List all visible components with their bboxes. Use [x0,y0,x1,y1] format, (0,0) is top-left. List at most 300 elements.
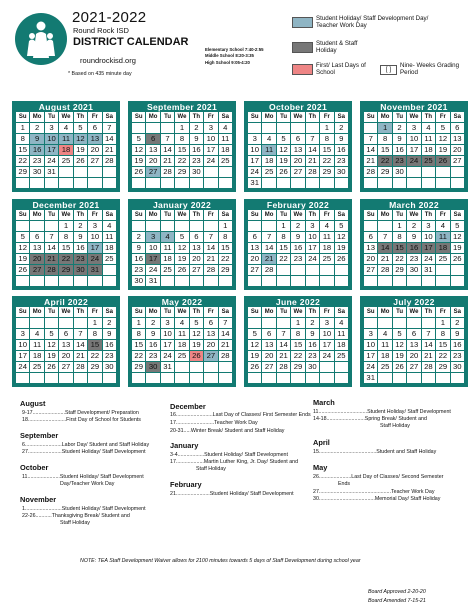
day-cell: 23 [407,254,420,264]
empty-day-cell [175,276,188,286]
day-cell: 22 [436,351,449,361]
empty-day-cell [161,373,174,383]
empty-day-cell [88,178,101,188]
weekday-header: Fr [436,307,449,317]
empty-day-cell [16,178,29,188]
day-cell: 13 [364,243,377,253]
day-cell: 18 [436,243,449,253]
month-calendar [244,199,352,290]
day-cell: 25 [422,156,435,166]
empty-day-cell [364,178,377,188]
empty-day-cell [45,276,58,286]
legend-first-last-swatch [292,64,313,75]
day-cell: 30 [306,362,319,372]
events-august-line: 9-17......................Staff Development/ Preparation [22,410,139,416]
empty-day-cell [378,276,391,286]
day-cell: 11 [378,340,391,350]
empty-day-cell [291,276,304,286]
weekday-header: Sa [451,112,464,122]
day-cell: 14 [262,243,275,253]
day-cell: 9 [132,243,145,253]
day-cell: 16 [393,145,406,155]
day-cell: 10 [306,232,319,242]
day-cell: 21 [422,351,435,361]
day-cell: 17 [407,145,420,155]
events-may-line: 27.................................................Teacher Work Day [313,489,435,495]
day-cell: 26 [277,167,290,177]
weekday-header: Tu [393,210,406,220]
day-cell: 12 [451,232,464,242]
day-cell: 14 [364,145,377,155]
day-cell: 1 [436,318,449,328]
day-cell: 30 [451,362,464,372]
day-cell: 1 [393,221,406,231]
day-cell: 29 [378,167,391,177]
day-cell: 17 [161,340,174,350]
events-october-line: 11......................Student Holiday/ Staff Development [22,474,144,480]
day-cell: 5 [451,221,464,231]
empty-day-cell [393,276,406,286]
weekday-header: Tu [161,112,174,122]
day-cell: 10 [204,134,217,144]
weekday-header: Tu [277,112,290,122]
empty-day-cell [436,276,449,286]
weekday-header: Sa [103,307,116,317]
day-cell: 12 [175,243,188,253]
day-cell: 25 [103,254,116,264]
empty-day-cell [262,123,275,133]
empty-day-cell [451,167,464,177]
day-cell: 25 [219,156,232,166]
events-april-line: 15.......................................Student and Staff Holiday [313,449,437,455]
day-cell: 31 [45,167,58,177]
day-cell: 16 [146,340,159,350]
month-calendar [12,296,120,387]
day-cell: 22 [59,254,72,264]
day-cell: 12 [74,134,87,144]
month-grid [248,307,348,383]
empty-day-cell [103,276,116,286]
events-march-line: Staff Holiday [380,423,410,429]
day-cell: 9 [291,232,304,242]
day-cell: 19 [190,340,203,350]
day-cell: 11 [436,232,449,242]
month-title: November 2021 [380,102,448,112]
empty-day-cell [306,265,319,275]
day-cell: 24 [45,156,58,166]
day-cell: 15 [291,340,304,350]
day-cell: 30 [146,362,159,372]
day-cell: 25 [378,362,391,372]
day-cell: 6 [30,232,43,242]
day-cell: 15 [378,145,391,155]
empty-day-cell [30,276,43,286]
empty-day-cell [190,362,203,372]
day-cell: 27 [451,156,464,166]
empty-day-cell [306,276,319,286]
month-calendar [360,296,468,387]
empty-day-cell [364,221,377,231]
events-august-title: August [20,399,46,408]
empty-day-cell [146,221,159,231]
day-cell: 8 [132,329,145,339]
day-cell: 10 [45,134,58,144]
empty-day-cell [262,178,275,188]
day-cell: 13 [204,329,217,339]
day-cell: 30 [407,265,420,275]
day-cell: 5 [277,134,290,144]
weekday-header: Su [364,307,377,317]
day-cell: 18 [161,254,174,264]
day-cell: 15 [277,243,290,253]
day-cell: 6 [59,329,72,339]
board-amended: Board Amended 7-15-21 [368,598,426,604]
day-cell: 18 [219,145,232,155]
day-cell: 14 [161,145,174,155]
empty-day-cell [262,221,275,231]
weekday-header: Fr [436,112,449,122]
day-cell: 23 [74,254,87,264]
day-cell: 23 [146,351,159,361]
day-cell: 21 [161,156,174,166]
day-cell: 26 [248,362,261,372]
day-cell: 27 [407,362,420,372]
day-cell: 7 [103,123,116,133]
empty-day-cell [175,362,188,372]
day-cell: 15 [16,145,29,155]
day-cell: 19 [248,351,261,361]
month-grid [364,112,464,188]
day-cell: 8 [393,232,406,242]
day-cell: 2 [291,221,304,231]
empty-day-cell [407,167,420,177]
events-january-line: 17...................Martin Luther King, Jr. Day/ Student and [170,459,299,465]
day-cell: 29 [436,362,449,372]
weekday-header: Su [248,307,261,317]
month-title: April 2022 [43,297,89,307]
day-cell: 19 [74,145,87,155]
empty-day-cell [277,373,290,383]
day-cell: 25 [175,351,188,361]
empty-day-cell [306,178,319,188]
events-january-line: Staff Holiday [196,466,226,472]
empty-day-cell [190,373,203,383]
day-cell: 28 [219,351,232,361]
day-cell: 22 [175,156,188,166]
weekday-header: We [59,307,72,317]
district-url[interactable]: roundrockisd.org [80,56,136,65]
day-cell: 24 [161,351,174,361]
weekday-header: Sa [219,307,232,317]
empty-day-cell [277,318,290,328]
day-cell: 27 [204,351,217,361]
weekday-header: Tu [393,307,406,317]
day-cell: 22 [320,156,333,166]
events-march-line: 11.................................Student Holiday/ Staff Development [313,409,451,415]
day-cell: 6 [364,232,377,242]
day-cell: 14 [204,243,217,253]
month-title: February 2022 [266,200,330,210]
day-cell: 7 [161,134,174,144]
day-cell: 12 [248,340,261,350]
day-cell: 20 [262,351,275,361]
day-cell: 2 [335,123,348,133]
weekday-header: Th [422,307,435,317]
day-cell: 14 [422,340,435,350]
empty-day-cell [393,178,406,188]
day-cell: 1 [277,221,290,231]
weekday-header: Fr [320,112,333,122]
weekday-header: Sa [103,210,116,220]
day-cell: 1 [320,123,333,133]
day-cell: 19 [45,351,58,361]
day-cell: 27 [30,265,43,275]
events-september-line: 6.........................Labor Day/ Student and Staff Holiday [22,442,150,448]
month-calendar [12,101,120,192]
day-cell: 21 [277,351,290,361]
calendar-year: 2021-2022 [72,9,147,26]
weekday-header: Th [74,307,87,317]
day-cell: 19 [393,351,406,361]
day-cell: 9 [306,329,319,339]
day-cell: 2 [451,318,464,328]
weekday-header: Mo [146,112,159,122]
day-cell: 30 [393,167,406,177]
day-cell: 28 [103,156,116,166]
month-calendar [360,199,468,290]
events-february-title: February [170,480,202,489]
day-cell: 13 [451,134,464,144]
day-cell: 23 [30,156,43,166]
weekday-header: Su [132,307,145,317]
weekday-header: Su [132,210,145,220]
empty-day-cell [132,178,145,188]
month-title: March 2022 [389,200,439,210]
empty-day-cell [59,318,72,328]
empty-day-cell [248,318,261,328]
empty-day-cell [378,373,391,383]
empty-day-cell [407,373,420,383]
empty-day-cell [364,276,377,286]
day-cell: 23 [306,351,319,361]
day-cell: 7 [422,329,435,339]
empty-day-cell [219,362,232,372]
day-cell: 17 [45,145,58,155]
day-cell: 26 [335,254,348,264]
day-cell: 9 [30,134,43,144]
events-september-title: September [20,431,59,440]
weekday-header: Su [16,210,29,220]
weekday-header: Mo [378,210,391,220]
day-cell: 14 [74,340,87,350]
weekday-header: We [407,112,420,122]
empty-day-cell [320,178,333,188]
month-calendar [128,101,236,192]
empty-day-cell [436,265,449,275]
weekday-header: Sa [103,112,116,122]
weekday-header: Tu [161,210,174,220]
school-times [205,47,264,66]
day-cell: 2 [103,318,116,328]
day-cell: 27 [190,265,203,275]
day-cell: 5 [175,232,188,242]
day-cell: 21 [219,340,232,350]
day-cell: 10 [146,243,159,253]
board-approved: Board Approved 2-20-20 [368,589,426,595]
day-cell: 26 [393,362,406,372]
day-cell: 23 [190,156,203,166]
day-cell: 22 [291,351,304,361]
empty-day-cell [103,167,116,177]
day-cell: 20 [59,351,72,361]
school-time-elementary: Elementary School 7:40-2:55 [205,47,264,52]
day-cell: 20 [407,351,420,361]
month-title: October 2021 [268,102,328,112]
day-cell: 27 [262,362,275,372]
day-cell: 18 [378,351,391,361]
day-cell: 20 [291,156,304,166]
weekday-header: Th [306,210,319,220]
day-cell: 26 [175,265,188,275]
day-cell: 15 [320,145,333,155]
day-cell: 15 [175,145,188,155]
events-april-title: April [313,438,330,447]
empty-day-cell [291,265,304,275]
weekday-header: Tu [393,112,406,122]
weekday-header: Tu [277,210,290,220]
empty-day-cell [422,167,435,177]
weekday-header: Fr [320,307,333,317]
day-cell: 18 [320,243,333,253]
day-cell: 26 [74,156,87,166]
day-cell: 18 [59,145,72,155]
day-cell: 18 [30,351,43,361]
day-cell: 28 [74,362,87,372]
day-cell: 21 [378,254,391,264]
empty-day-cell [190,276,203,286]
day-cell: 23 [103,351,116,361]
month-grid [132,307,232,383]
day-cell: 26 [451,254,464,264]
empty-day-cell [335,276,348,286]
day-cell: 27 [88,156,101,166]
empty-day-cell [16,318,29,328]
day-cell: 4 [378,329,391,339]
day-cell: 12 [132,145,145,155]
day-cell: 16 [132,254,145,264]
day-cell: 3 [320,318,333,328]
day-cell: 12 [277,145,290,155]
events-march-line: 14-18..........................Spring Break/ Student and [313,416,427,422]
month-grid [248,210,348,286]
day-cell: 24 [248,167,261,177]
day-cell: 16 [407,243,420,253]
weekday-header: Tu [45,307,58,317]
day-cell: 5 [45,329,58,339]
day-cell: 27 [146,167,159,177]
day-cell: 26 [436,156,449,166]
day-cell: 30 [132,276,145,286]
day-cell: 19 [16,254,29,264]
empty-day-cell [74,178,87,188]
empty-day-cell [320,265,333,275]
weekday-header: We [175,307,188,317]
day-cell: 17 [16,351,29,361]
month-grid [132,112,232,188]
weekday-header: Mo [378,307,391,317]
legend-grading-label: Nine- Weeks Grading Period [400,62,460,77]
empty-day-cell [103,373,116,383]
day-cell: 8 [320,134,333,144]
day-cell: 4 [219,123,232,133]
day-cell: 25 [59,156,72,166]
empty-day-cell [16,221,29,231]
day-cell: 2 [132,232,145,242]
day-cell: 15 [59,243,72,253]
empty-day-cell [407,318,420,328]
events-november-title: November [20,495,57,504]
weekday-header: Fr [320,210,333,220]
day-cell: 25 [30,362,43,372]
empty-day-cell [451,373,464,383]
weekday-header: We [59,112,72,122]
weekday-header: Su [16,112,29,122]
empty-day-cell [320,276,333,286]
day-cell: 22 [277,254,290,264]
day-cell: 7 [306,134,319,144]
empty-day-cell [320,373,333,383]
day-cell: 7 [262,232,275,242]
day-cell: 20 [204,340,217,350]
empty-day-cell [175,373,188,383]
day-cell: 6 [291,134,304,144]
day-cell: 1 [219,221,232,231]
day-cell: 3 [16,329,29,339]
empty-day-cell [436,373,449,383]
day-cell: 24 [422,254,435,264]
day-cell: 19 [277,156,290,166]
day-cell: 1 [175,123,188,133]
weekday-header: Mo [262,210,275,220]
day-cell: 9 [451,329,464,339]
day-cell: 13 [291,145,304,155]
weekday-header: We [175,210,188,220]
day-cell: 10 [320,329,333,339]
empty-day-cell [74,167,87,177]
weekday-header: Th [74,210,87,220]
day-cell: 31 [248,178,261,188]
empty-day-cell [103,265,116,275]
day-cell: 10 [364,340,377,350]
day-cell: 27 [248,265,261,275]
empty-day-cell [335,362,348,372]
district-name: Round Rock ISD [73,26,129,35]
day-cell: 30 [190,167,203,177]
weekday-header: Mo [30,307,43,317]
day-cell: 5 [16,232,29,242]
weekday-header: We [407,210,420,220]
month-calendar [128,199,236,290]
day-cell: 23 [132,265,145,275]
weekday-header: Fr [88,112,101,122]
weekday-header: We [291,307,304,317]
events-november-line: 22-26...........Thanksgiving Break/ Student and [22,513,130,519]
empty-day-cell [306,373,319,383]
day-cell: 31 [88,265,101,275]
empty-day-cell [248,373,261,383]
day-cell: 2 [30,123,43,133]
month-calendar [244,296,352,387]
